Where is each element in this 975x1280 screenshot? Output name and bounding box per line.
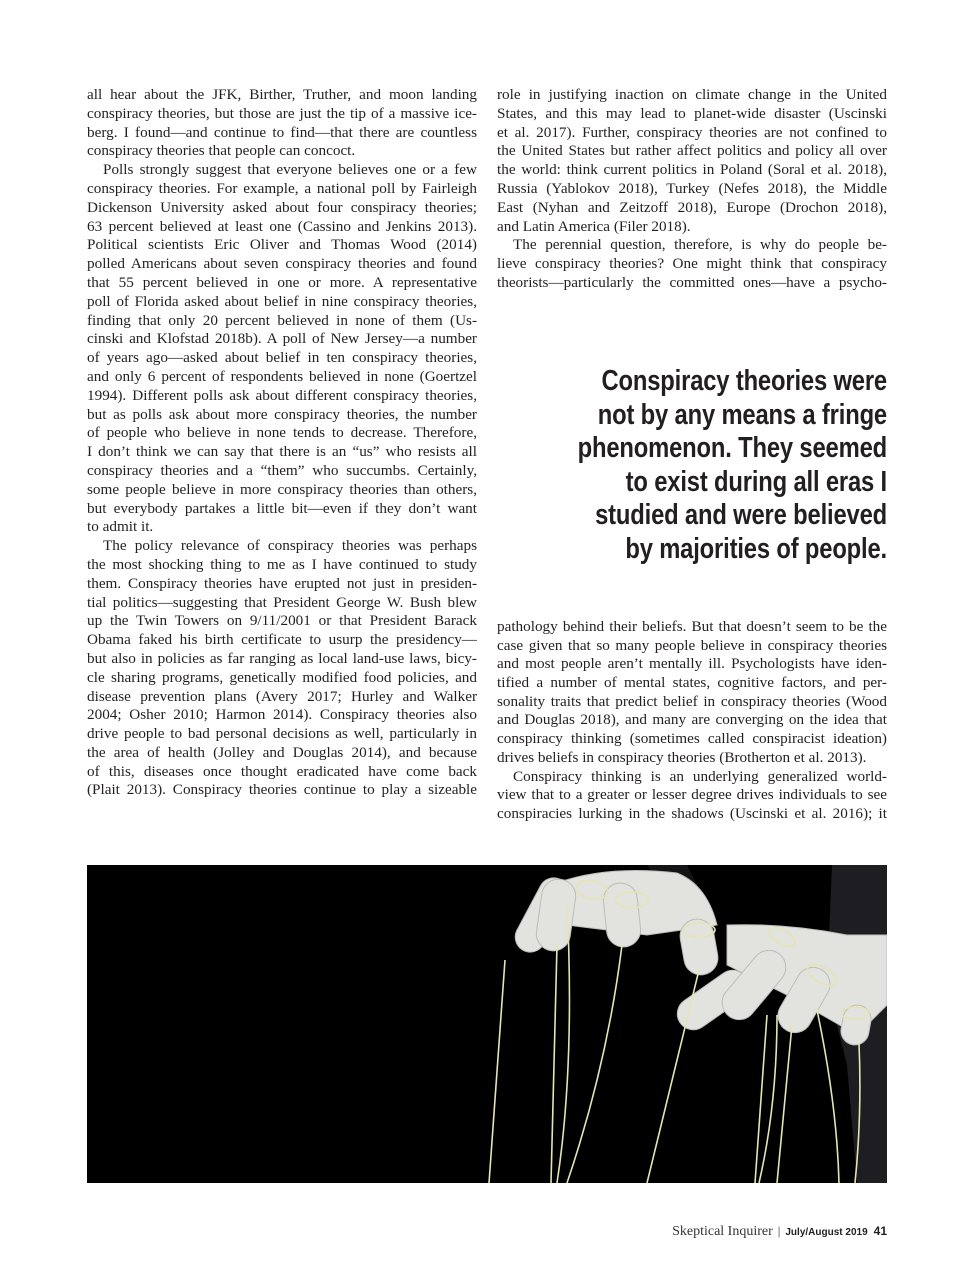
text-line: tified a number of mental states, cognitive factors, and per- (497, 674, 887, 692)
text-line: role in justifying inaction on climate change in the United (497, 86, 887, 103)
text-line: view that to a greater or lesser degree drives individuals to see (497, 786, 887, 804)
text-line: 2004; Osher 2010; Harmon 2014). Conspiracy theories also (87, 706, 477, 724)
text-line: but also in policies as far ranging as local land-use laws, bicy- (87, 649, 477, 667)
text-line: theorists—particularly the committed ones—have a psycho- (497, 273, 887, 291)
magazine-name: Skeptical Inquirer (672, 1224, 773, 1239)
footer-separator: | (777, 1223, 781, 1238)
text-line: case given that so many people believe in conspiracy theories (497, 636, 887, 654)
text-line: the most shocking thing to me as I have continued to study (87, 555, 477, 573)
pull-quote-line: to exist during all eras I (625, 465, 887, 498)
text-line: polled Americans about seven conspiracy theories and found (87, 255, 477, 273)
text-line: States, and this may lead to planet-wide disaster (Uscinski (497, 104, 887, 122)
pull-quote-line: not by any means a fringe (597, 398, 887, 431)
text-line: 63 percent believed at least one (Cassino and Jenkins 2013). (87, 217, 477, 235)
right-column-bottom (497, 618, 887, 824)
text-line: conspiracy thinking (sometimes called conspiracist ideation) (497, 730, 887, 748)
text-line: the area of health (Jolley and Douglas 2014), and because (87, 743, 477, 761)
text-line: conspiracy theories and a “them” who succumbs. Certainly, (87, 461, 477, 479)
text-line: Conspiracy thinking is an underlying generalized world- (513, 767, 887, 785)
text-line: finding that only 20 percent believed in none of them (Us- (87, 311, 477, 329)
text-line: drives beliefs in conspiracy theories (Brotherton et al. 2013). (497, 748, 867, 766)
text-line: conspiracies lurking in the shadows (Uscinski et al. 2016); it (497, 804, 887, 822)
text-line: and Douglas 2018), and many are converging on the idea that (497, 711, 887, 729)
text-line: sonality traits that predict belief in conspiracy theories (Wood (497, 692, 887, 710)
text-line: up the Twin Towers on 9/11/2001 or that President Barack (87, 612, 477, 630)
text-line: cinski and Klofstad 2018b). A poll of New Jersey—a number (87, 330, 477, 348)
text-line: lieve conspiracy theories? One might think that conspiracy (497, 255, 887, 273)
text-line: poll of Florida asked about belief in nine conspiracy theories, (87, 292, 477, 310)
text-line: but as polls ask about more conspiracy theories, the number (87, 405, 477, 423)
pull-quote-line: phenomenon. They seemed (577, 432, 887, 465)
page-number: 41 (873, 1224, 887, 1238)
pull-quote-line: studied and were believed (595, 499, 887, 532)
text-line: of this, diseases once thought eradicated have come back (87, 762, 477, 780)
text-line: East (Nyhan and Zeitzoff 2018), Europe (Drochon 2018), (497, 198, 887, 216)
text-line: but everybody partakes a little bit—even if they don’t want (87, 499, 477, 517)
text-line: Russia (Yablokov 2018), Turkey (Nefes 2018), the Middle (497, 179, 887, 197)
text-line: The policy relevance of conspiracy theories was perhaps (103, 537, 477, 555)
page-footer (672, 1223, 887, 1240)
text-line: to admit it. (87, 518, 154, 536)
text-line: Political scientists Eric Oliver and Thomas Wood (2014) (87, 236, 477, 254)
text-line: Polls strongly suggest that everyone believes one or a few (103, 161, 477, 179)
text-line: The perennial question, therefore, is why do people be- (513, 236, 887, 254)
text-line: berg. I found—and continue to find—that there are countless (87, 123, 477, 141)
text-line: some people believe in more conspiracy theories than others, (87, 480, 477, 498)
text-line: and only 6 percent of respondents believed in none (Goertzel (87, 367, 477, 385)
text-line: I don’t think we can say that there is an “us” who resists all (87, 443, 477, 461)
text-line: drive people to bad personal decisions as well, particularly in (87, 725, 477, 743)
text-line: conspiracy theories. For example, a national poll by Fairleigh (87, 179, 477, 197)
text-line: of people who believe in none tends to decrease. Therefore, (87, 424, 477, 442)
text-line: (Plait 2013). Conspiracy theories continue to play a sizeable (87, 781, 477, 799)
right-column-top (497, 86, 887, 293)
text-line: cle sharing programs, genetically modified food policies, and (87, 668, 477, 686)
pull-quote-line: by majorities of people. (625, 532, 887, 565)
text-line: the world: think current politics in Poland (Soral et al. 2018), (497, 161, 887, 179)
puppeteer-hands-illustration-icon (87, 865, 887, 1183)
text-line: et al. 2017). Further, conspiracy theories are not confined to (497, 123, 887, 141)
text-line: the United States but rather affect politics and policy all over (497, 142, 887, 160)
puppeteer-hands-photo (87, 865, 887, 1183)
text-line: 1994). Different polls ask about different conspiracy theories, (87, 386, 477, 404)
text-line: pathology behind their beliefs. But that doesn’t seem to be the (497, 618, 887, 635)
text-line: all hear about the JFK, Birther, Truther, and moon landing (87, 86, 477, 103)
text-line: of years ago—asked about belief in ten conspiracy theories, (87, 349, 477, 367)
pull-quote-line: Conspiracy theories were (601, 365, 887, 397)
text-line: Obama faked his birth certificate to usurp the presidency— (87, 631, 477, 649)
text-line: conspiracy theories, but those are just the tip of a massive ice- (87, 104, 477, 122)
pull-quote (467, 365, 887, 567)
text-line: them. Conspiracy theories have erupted not just in presiden- (87, 574, 477, 592)
text-line: disease prevention plans (Avery 2017; Hurley and Walker (87, 687, 477, 705)
issue-date: July/August 2019 (785, 1227, 868, 1238)
text-line: tial politics—suggesting that President George W. Bush blew (87, 593, 477, 611)
text-line: that 55 percent believed in one or more. A representative (87, 273, 477, 291)
text-line: conspiracy theories that people can concoct. (87, 142, 356, 160)
text-line: Dickenson University asked about four conspiracy theories; (87, 198, 477, 216)
left-column (87, 86, 477, 800)
text-line: and most people aren’t mentally ill. Psychologists have iden- (497, 655, 887, 673)
text-line: and Latin America (Filer 2018). (497, 217, 691, 235)
